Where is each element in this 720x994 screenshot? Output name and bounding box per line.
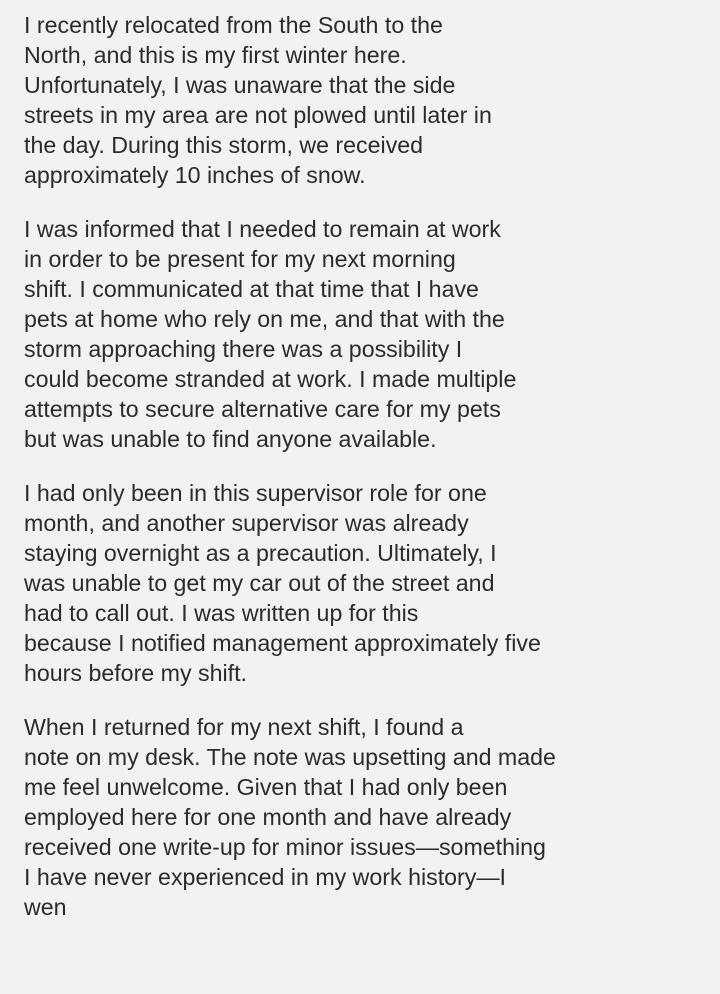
text-line: North, and this is my first winter here.: [24, 42, 407, 68]
text-line: When I returned for my next shift, I found a: [24, 714, 464, 740]
text-line: had to call out. I was written up for this: [24, 600, 419, 626]
text-line: employed here for one month and have already: [24, 804, 512, 830]
text-line: Unfortunately, I was unaware that the side: [24, 72, 456, 98]
text-line: I recently relocated from the South to the: [24, 12, 443, 38]
text-line: I had only been in this supervisor role for one: [24, 480, 487, 506]
paragraph-supervisor-role: [24, 478, 720, 688]
text-line: shift. I communicated at that time that I have: [24, 276, 479, 302]
text-line: I was informed that I needed to remain at work: [24, 216, 501, 242]
text-line: storm approaching there was a possibility I: [24, 336, 463, 362]
text-line: received one write-up for minor issues—something: [24, 834, 546, 860]
text-line: approximately 10 inches of snow.: [24, 162, 366, 188]
text-line: month, and another supervisor was already: [24, 510, 469, 536]
text-line: the day. During this storm, we received: [24, 132, 424, 158]
text-line: because I notified management approximately five: [24, 630, 541, 656]
text-line: me feel unwelcome. Given that I had only been: [24, 774, 508, 800]
text-line: in order to be present for my next morning: [24, 246, 456, 272]
paragraph-relocation: [24, 10, 720, 190]
text-line: I have never experienced in my work history—I: [24, 864, 506, 890]
paragraph-work-request: [24, 214, 720, 454]
text-line: wen: [24, 894, 67, 920]
text-line: hours before my shift.: [24, 660, 247, 686]
paragraph-note: [24, 712, 720, 922]
text-line: staying overnight as a precaution. Ultimately, I: [24, 540, 497, 566]
text-line: but was unable to find anyone available.: [24, 426, 437, 452]
text-line: pets at home who rely on me, and that with the: [24, 306, 505, 332]
text-line: was unable to get my car out of the street and: [24, 570, 495, 596]
text-line: streets in my area are not plowed until later in: [24, 102, 492, 128]
text-line: could become stranded at work. I made multiple: [24, 366, 517, 392]
text-line: note on my desk. The note was upsetting and made: [24, 744, 556, 770]
text-line: attempts to secure alternative care for my pets: [24, 396, 501, 422]
